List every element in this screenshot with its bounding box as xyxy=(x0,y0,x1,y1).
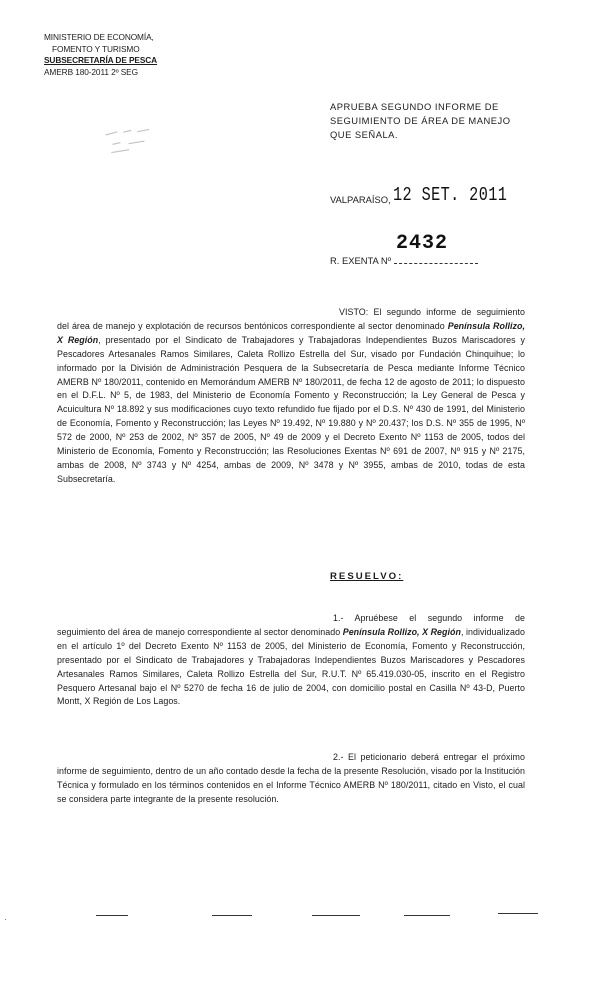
visto-paragraph xyxy=(57,306,525,487)
item1-area-name: Península Rollizo, X Región xyxy=(342,626,461,637)
visto-text-2: , presentado por el Sindicato de Trabajadores y Trabajadoras Independientes Buzos Mariscadores y Pescadores Artesanales Ramos Similares, Caleta Rollizo Estrella del Sur, visado por Fundación Chinquihue; lo informado por la División de Administración Pesquera de la Subsecretaría de Pesca mediante Informe Técnico AMERB Nº 180/2011, contenido en Memorándum AMERB Nº 180/2011, de fecha 12 de agosto de 2011; lo dispuesto en el D.F.L. Nº 5, de 1983, del Ministerio de Economía Fomento y Reconstrucción; la Ley General de Pesca y Acuicultura Nº 18.892 y sus modificaciones cuyo texto refundido fue fijado por el D.S. Nº 430 de 1991, del Ministerio de Economía, Fomento y Reconstrucción; las Leyes Nº 19.492, Nº 19.880 y Nº 20.437; los D.S. Nº 355 de 1995, Nº 572 de 2000, Nº 253 de 2002, Nº 357 de 2005, Nº 49 de 2009 y el Decreto Exento Nº 1153 de 2005, todos del Ministerio de Economía, Fomento y Reconstrucción; las Resoluciones Exentas Nº 691 de 2007, Nº 915 y Nº 2175, ambas de 2008, Nº 3743 y Nº 4254, ambas de 2009, Nº 3478 y Nº 3955, ambas de 2010, todas de esta Subsecretaría. xyxy=(57,334,525,484)
item1-text-2: , individualizado en el artículo 1º del Decreto Exento Nº 1153 de 2005, del Ministerio de Economía, Fomento y Reconstrucción, presentado por el Sindicato de Trabajadores y Trabajadoras Independientes Buzos Mariscadores y Pescadores Artesanales Ramos Similares, Caleta Rollizo Estrella del Sur, R.U.T. Nº 65.419.030-05, inscrito en el Registro Pesquero Artesanal bajo el Nº 5270 de fecha 16 de julio de 2004, con domicilio postal en Casilla Nº 43-D, Puerto Montt, X Región de Los Lagos. xyxy=(57,626,525,707)
date-stamp: 12 SET. 2011 xyxy=(393,184,508,206)
item1-lead: 1.- Apruébese el segundo informe de xyxy=(333,613,525,623)
stamp-mark-icon xyxy=(96,114,174,162)
footer-rule-2 xyxy=(212,915,252,916)
visto-lead: VISTO: El segundo informe de seguimiento xyxy=(339,307,525,317)
resolution-label: R. EXENTA Nº xyxy=(330,255,392,266)
footer-rule-5 xyxy=(498,913,538,914)
ministry-line-2: FOMENTO Y TURISMO xyxy=(52,43,140,54)
place-label: VALPARAÍSO, xyxy=(330,194,391,205)
footer-rule-4 xyxy=(404,915,450,916)
subsecretaria-line: SUBSECRETARÍA DE PESCA xyxy=(44,55,158,65)
resuelvo-heading: RESUELVO: xyxy=(330,571,404,582)
item1-text-1: seguimiento del área de manejo correspondiente al sector denominado xyxy=(57,626,343,637)
margin-tick: · xyxy=(4,914,7,924)
resolution-item-1 xyxy=(57,612,525,709)
resolution-item-2 xyxy=(57,751,525,807)
faded-stamp xyxy=(96,114,174,162)
visto-area-name: Península Rollizo, X Región xyxy=(57,320,525,345)
document-subject: APRUEBA SEGUNDO INFORME DE SEGUIMIENTO DE ÁREA DE MANEJO QUE SEÑALA. xyxy=(330,101,511,140)
resolution-number-blank xyxy=(394,254,478,264)
ministry-line-1: MINISTERIO DE ECONOMÍA, xyxy=(44,32,154,42)
issuer-header xyxy=(44,32,157,78)
visto-text-1: del área de manejo y explotación de recursos bentónicos correspondiente al sector denominado xyxy=(57,320,448,331)
file-reference: AMERB 180-2011 2º SEG xyxy=(44,66,138,77)
footer-rule-3 xyxy=(312,915,360,916)
footer-rule-1 xyxy=(96,915,128,916)
item2-text-1: próximo informe de seguimiento, dentro de un año contado desde la fecha de la presente Resolución, visado por la Institución Técnica y formulado en los términos contenidos en el Informe Técnico AMERB Nº 180/2011, citado en Visto, el cual se considera parte integrante de la presente resolución. xyxy=(57,752,525,804)
resolution-label-row xyxy=(330,254,478,266)
item2-lead: 2.- El peticionario deberá entregar el xyxy=(333,752,489,762)
resolution-number: 2432 xyxy=(396,232,449,255)
